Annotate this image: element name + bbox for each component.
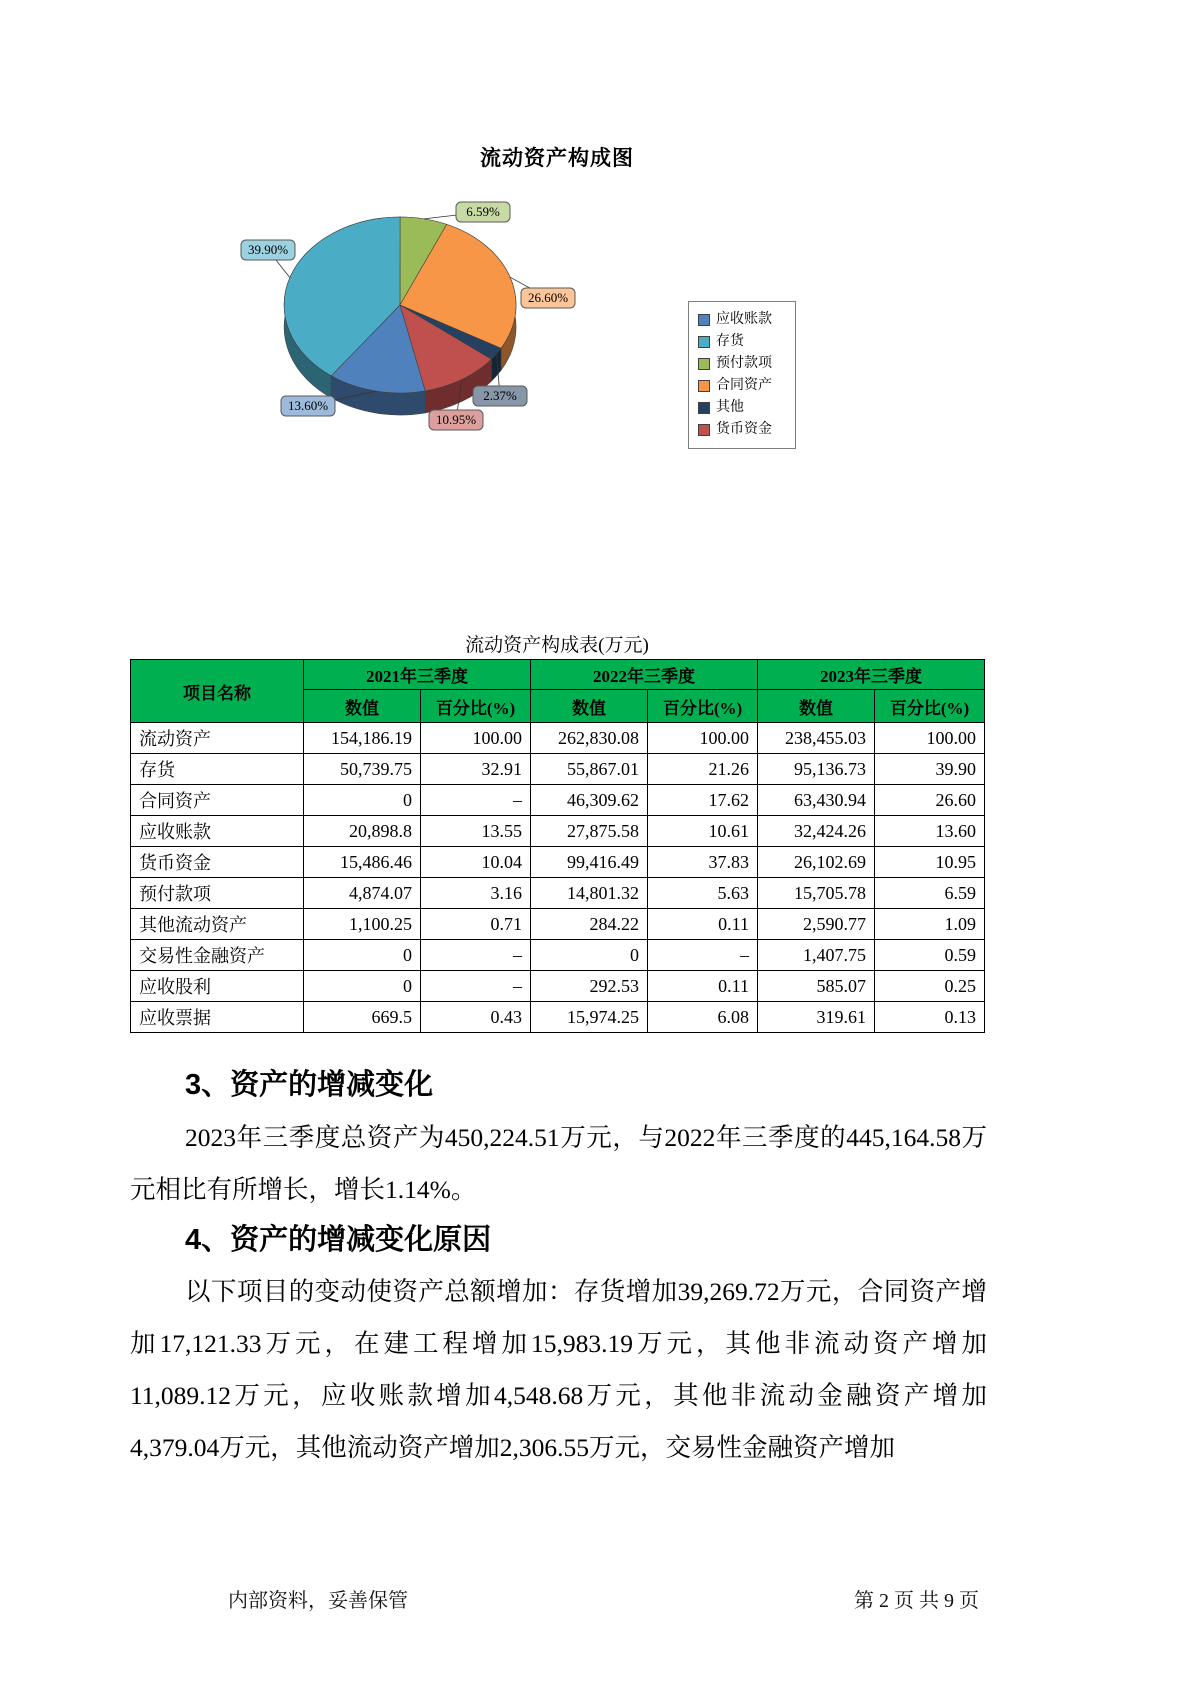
table-title: 流动资产构成表(万元) bbox=[465, 635, 649, 656]
table-sub-header: 数值 bbox=[304, 690, 421, 723]
legend-label: 货币资金 bbox=[716, 422, 772, 437]
row-name: 预付款项 bbox=[131, 878, 304, 909]
row-value: 1,100.25 bbox=[304, 909, 421, 940]
row-value: 154,186.19 bbox=[304, 723, 421, 754]
row-value: 10.95 bbox=[875, 847, 985, 878]
row-value: – bbox=[421, 940, 531, 971]
chart-title: 流动资产构成图 bbox=[480, 146, 634, 170]
chart-legend bbox=[688, 301, 796, 449]
table-row bbox=[131, 723, 985, 754]
row-value: 585.07 bbox=[758, 971, 875, 1002]
row-value: 26.60 bbox=[875, 785, 985, 816]
row-value: 0.25 bbox=[875, 971, 985, 1002]
row-value: 21.26 bbox=[648, 754, 758, 785]
table-corner-header: 项目名称 bbox=[131, 660, 304, 723]
section-paragraph-asset-change: 2023年三季度总资产为450,224.51万元，与2022年三季度的445,164.58万元相比有所增长，增长1.14%。 bbox=[130, 1123, 987, 1204]
footer-page-number: 第 2 页 共 9 页 bbox=[854, 1590, 979, 1612]
row-name: 其他流动资产 bbox=[131, 909, 304, 940]
legend-swatch-icon bbox=[698, 358, 710, 370]
section-paragraph-asset-change-reason: 以下项目的变动使资产总额增加：存货增加39,269.72万元，合同资产增加17,121.33万元，在建工程增加15,983.19万元，其他非流动资产增加11,089.12万元，应收账款增加4,548.68万元，其他非流动金融资产增加4,379.04万元，其他流动资产增加2,306.55万元，交易性金融资产增加 bbox=[130, 1277, 987, 1462]
row-value: 39.90 bbox=[875, 754, 985, 785]
row-value: 0.43 bbox=[421, 1002, 531, 1033]
row-value: 26,102.69 bbox=[758, 847, 875, 878]
table-row bbox=[131, 909, 985, 940]
row-value: 10.61 bbox=[648, 816, 758, 847]
row-value: 99,416.49 bbox=[531, 847, 648, 878]
row-value: 0 bbox=[304, 940, 421, 971]
row-value: 0 bbox=[304, 785, 421, 816]
row-value: 1.09 bbox=[875, 909, 985, 940]
row-value: 262,830.08 bbox=[531, 723, 648, 754]
legend-item bbox=[698, 332, 786, 352]
legend-label: 合同资产 bbox=[716, 378, 772, 393]
table-sub-header: 数值 bbox=[758, 690, 875, 723]
row-value: 669.5 bbox=[304, 1002, 421, 1033]
row-value: 292.53 bbox=[531, 971, 648, 1002]
row-value: 14,801.32 bbox=[531, 878, 648, 909]
table-row bbox=[131, 785, 985, 816]
row-value: – bbox=[421, 971, 531, 1002]
table-year-header: 2022年三季度 bbox=[531, 660, 758, 690]
row-name: 存货 bbox=[131, 754, 304, 785]
row-value: 27,875.58 bbox=[531, 816, 648, 847]
row-value: 0.11 bbox=[648, 971, 758, 1002]
row-value: 13.60 bbox=[875, 816, 985, 847]
row-value: 46,309.62 bbox=[531, 785, 648, 816]
legend-label: 其他 bbox=[716, 400, 744, 415]
row-value: 0.11 bbox=[648, 909, 758, 940]
table-sub-header: 百分比(%) bbox=[875, 690, 985, 723]
row-value: 100.00 bbox=[875, 723, 985, 754]
row-value: 13.55 bbox=[421, 816, 531, 847]
row-value: 20,898.8 bbox=[304, 816, 421, 847]
row-value: 15,974.25 bbox=[531, 1002, 648, 1033]
table-row bbox=[131, 816, 985, 847]
row-value: 2,590.77 bbox=[758, 909, 875, 940]
row-value: 95,136.73 bbox=[758, 754, 875, 785]
legend-swatch-icon bbox=[698, 380, 710, 392]
table-sub-header: 百分比(%) bbox=[421, 690, 531, 723]
table-row bbox=[131, 940, 985, 971]
row-value: 284.22 bbox=[531, 909, 648, 940]
table-row bbox=[131, 847, 985, 878]
table-year-header: 2023年三季度 bbox=[758, 660, 985, 690]
legend-label: 存货 bbox=[716, 334, 744, 349]
table-row bbox=[131, 878, 985, 909]
legend-swatch-icon bbox=[698, 336, 710, 348]
row-value: 0 bbox=[304, 971, 421, 1002]
row-value: – bbox=[648, 940, 758, 971]
row-value: 3.16 bbox=[421, 878, 531, 909]
row-name: 应收股利 bbox=[131, 971, 304, 1002]
row-value: 10.04 bbox=[421, 847, 531, 878]
legend-swatch-icon bbox=[698, 314, 710, 326]
row-value: 32,424.26 bbox=[758, 816, 875, 847]
row-value: 15,705.78 bbox=[758, 878, 875, 909]
pie-label: 2.37% bbox=[483, 387, 517, 403]
legend-item bbox=[698, 376, 786, 396]
row-value: 32.91 bbox=[421, 754, 531, 785]
table-row bbox=[131, 971, 985, 1002]
row-value: 63,430.94 bbox=[758, 785, 875, 816]
pie-label: 39.90% bbox=[247, 241, 289, 257]
row-value: 0.71 bbox=[421, 909, 531, 940]
table-year-header: 2021年三季度 bbox=[304, 660, 531, 690]
row-value: 4,874.07 bbox=[304, 878, 421, 909]
row-value: 100.00 bbox=[421, 723, 531, 754]
current-assets-table bbox=[130, 659, 985, 1033]
pie-label: 13.60% bbox=[287, 397, 329, 413]
legend-item bbox=[698, 398, 786, 418]
row-value: 0.13 bbox=[875, 1002, 985, 1033]
pie-label: 26.60% bbox=[527, 289, 569, 305]
legend-swatch-icon bbox=[698, 402, 710, 414]
row-value: 50,739.75 bbox=[304, 754, 421, 785]
row-value: – bbox=[421, 785, 531, 816]
row-name: 交易性金融资产 bbox=[131, 940, 304, 971]
row-value: 37.83 bbox=[648, 847, 758, 878]
table-sub-header: 数值 bbox=[531, 690, 648, 723]
row-name: 货币资金 bbox=[131, 847, 304, 878]
row-name: 合同资产 bbox=[131, 785, 304, 816]
legend-swatch-icon bbox=[698, 424, 710, 436]
legend-label: 应收账款 bbox=[716, 312, 772, 327]
row-name: 流动资产 bbox=[131, 723, 304, 754]
legend-item bbox=[698, 420, 786, 440]
section-heading-asset-change: 3、资产的增减变化 bbox=[185, 1069, 434, 1101]
row-value: 100.00 bbox=[648, 723, 758, 754]
legend-item bbox=[698, 310, 786, 330]
table-row bbox=[131, 754, 985, 785]
legend-item bbox=[698, 354, 786, 374]
pie-chart bbox=[0, 160, 1191, 505]
row-value: 5.63 bbox=[648, 878, 758, 909]
row-value: 1,407.75 bbox=[758, 940, 875, 971]
table-row bbox=[131, 1002, 985, 1033]
footer-confidential-note: 内部资料，妥善保管 bbox=[228, 1590, 408, 1612]
row-value: 0 bbox=[531, 940, 648, 971]
pie-label: 6.59% bbox=[466, 203, 500, 219]
row-value: 0.59 bbox=[875, 940, 985, 971]
row-value: 55,867.01 bbox=[531, 754, 648, 785]
row-name: 应收票据 bbox=[131, 1002, 304, 1033]
row-value: 238,455.03 bbox=[758, 723, 875, 754]
row-name: 应收账款 bbox=[131, 816, 304, 847]
table-sub-header: 百分比(%) bbox=[648, 690, 758, 723]
row-value: 6.08 bbox=[648, 1002, 758, 1033]
row-value: 319.61 bbox=[758, 1002, 875, 1033]
row-value: 6.59 bbox=[875, 878, 985, 909]
pie-label: 10.95% bbox=[435, 411, 477, 427]
legend-label: 预付款项 bbox=[716, 356, 772, 371]
row-value: 15,486.46 bbox=[304, 847, 421, 878]
section-heading-asset-change-reason: 4、资产的增减变化原因 bbox=[185, 1224, 492, 1256]
row-value: 17.62 bbox=[648, 785, 758, 816]
